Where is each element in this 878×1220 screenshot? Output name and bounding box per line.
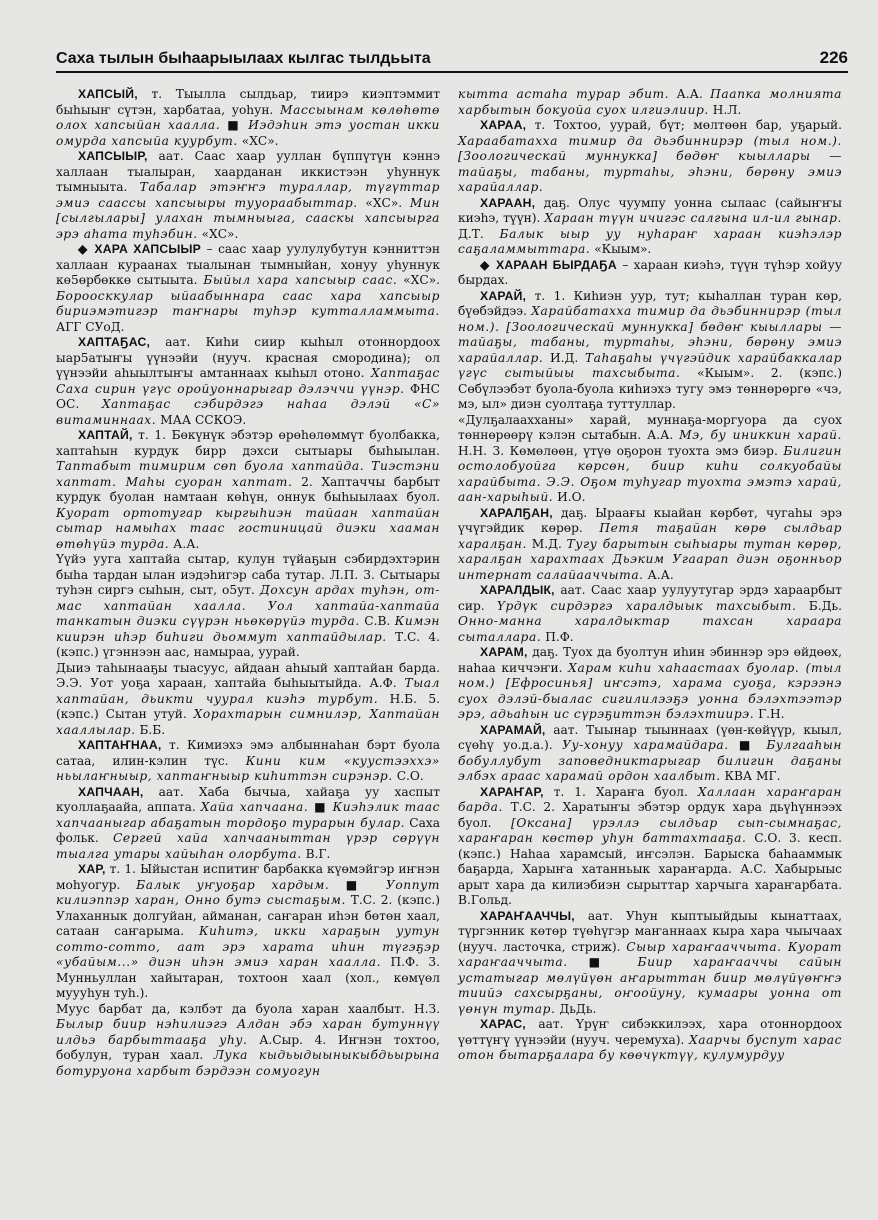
entry-source: ФНС ОС. xyxy=(56,381,441,411)
entry-example: Хорахтарын симнилэр, Хаптайан хааллылар. xyxy=(56,707,440,737)
entry-headword: ХАРАМ, xyxy=(480,645,528,659)
entry-definition: – саас хаар уулулубутун кэнниттэн халлаан кураанах тыалынан тымныйан, хонуу уһуннук кө5өрбөккө сытыыта. xyxy=(56,242,440,287)
dictionary-entry xyxy=(56,335,440,428)
dictionary-entry xyxy=(56,862,440,1002)
dictionary-entry xyxy=(458,583,842,645)
entry-source: И.О. xyxy=(557,490,586,504)
entry-source: Б.Б. xyxy=(139,722,166,737)
entry-source: Т.С. 2. Харатыҥы эбэтэр ордук хара дьүһүннээх буол. xyxy=(458,800,843,830)
entry-source: Н.Л. xyxy=(712,102,742,117)
entry-headword: ХАРАА, xyxy=(480,118,527,132)
entry-example: Харайбатахха тимир да дьэбиннирэр (тыл ном.). [Зоологическай муннукка] бөдөҥ кыыллары — тайаҕы, табаны, туртаһы, эһэни, бөрөну эмиэ харайаллар. xyxy=(458,304,842,365)
entry-source: «ХС». xyxy=(403,273,441,287)
entry-definition: аат. Уһун кыптыыйдыы кынаттаах, түргэнник көтөр түөһүгэр маҥаннаах кыра хара чыычаах (нууч. ласточка, стриж). xyxy=(458,908,842,954)
entry-source: Саха фольк. xyxy=(56,815,441,845)
entry-definition: т. 1. Хараҥа буол. xyxy=(553,784,688,799)
entry-example: Хаптаҕас Саха сирин үгүс оройуоннарыгар дэлэччи үүнэр. xyxy=(56,366,440,396)
entry-example: Бороосккулар ыйаабыннара саас хара хапсыыр бириэмэтигэр таҥнары туһэр кутталламмыта. xyxy=(56,288,440,318)
entry-definition: т. 1. Бөкүнүк эбэтэр өрөһөлөммүт буолбакка, хаптаһын курдук бирр дэхси сытыары быһыылан. xyxy=(56,428,441,458)
right-column xyxy=(458,87,842,1079)
entry-headword: ХАПТАЙ, xyxy=(78,428,133,442)
dictionary-entry xyxy=(458,1017,842,1064)
entry-definition: т. Тыылла сылдьар, тиирэ киэптэммит быһыыҥ сүтэн, харбатаа, уоһун. xyxy=(56,87,440,117)
entry-example: Кини ким «куустээххэ» ньылаҥныыр, хаптаҥныыр киһиттэн сирэнэр. xyxy=(56,753,440,783)
entry-definition: аат. Тыынар тыыннаах (үөн-көйүүр, кыыл, сүөһү уо.д.а.). xyxy=(458,722,843,752)
entry-example: Хаарчы буспут харас отон бытарҕалара бу көөчүктүү, кулумурдуу xyxy=(458,1032,842,1062)
entry-example: Дохсун ардах туһэн, от-мас хаптайан хаалла. Уол хаптайа-хаптайа танкатын диэки сүүрэн ньөкөрүйэ турда. xyxy=(56,583,440,628)
entry-example: Былыр биир нэһилиэгэ Алдан эбэ харан бутуннүү илдьэ барбыттааҕа уһу. xyxy=(56,1017,440,1047)
entry-headword: ХАР, xyxy=(78,862,106,876)
dictionary-entry xyxy=(458,785,842,909)
entry-example: Куорат ортотугар кыргыһиэн тайаан хаптайан сытар намыһах таас гостиницай диэки хааман өтөһүйэ турда. xyxy=(56,505,440,551)
entry-example: кытта астаһа турар эбит. xyxy=(458,87,670,101)
entry-source: Т.С. 4. (кэпс.) үгэннээн аас, намыраа, уурай. xyxy=(56,629,440,659)
entry-example: Таптабыт тимирим сөп буола хаптайда. Тиэстэни хаптат. Маһы суоран хаптат. xyxy=(56,459,440,489)
entry-example: Быйыл хара хапсыыр саас. xyxy=(203,273,398,287)
entry-example: Тыал хаптайан, дьикти чуурал киэһэ турбут. xyxy=(56,676,441,706)
entry-example: Табалар этэҥҥэ тураллар, түгүттар эмиэ саассы хапсыыры тууораабыттар. xyxy=(56,180,440,210)
entry-headword: ХАПТАҤНАА, xyxy=(78,738,162,752)
entry-source: «ХС». xyxy=(241,133,279,148)
dictionary-entry xyxy=(458,645,842,723)
entry-source: В.Г. xyxy=(305,846,331,861)
entry-definition: Үүйэ ууга хаптайа сытар, кулун түйаҕын сэбирдэхтэрин быһа тардан ылан иэдэһигэр саба тутар. Л.П. 3. Сытыары туһэн сиргэ сыһын, сыт, о5ут. xyxy=(56,552,440,597)
entry-example: Сергей хайа хапчааныттан үрэр сөрүүн тыалга утары хайыһан олорбута. xyxy=(56,831,440,861)
left-column xyxy=(56,87,440,1079)
entry-example: Халлаан хараҥаран барда. xyxy=(458,784,843,814)
entry-source: А.А. xyxy=(173,536,200,551)
entry-definition: даҕ. Ыраағы кыайан көрбөт, чугаһы эрэ үчүгэйдик көрөр. xyxy=(458,505,842,535)
entry-example: Кимэн киирэн иһэр биһиги дьоммут хаптайдылар. xyxy=(56,614,441,644)
entry-source: КВА МГ. xyxy=(724,769,781,783)
entry-example: Мин [сылгылары] улахан тымныыга, сааскы хапсыырга эрэ аһата туһэбин. xyxy=(56,195,441,241)
dictionary-entry xyxy=(56,1002,440,1080)
entry-definition: аат. Хаба бычыа, хайаҕа уу хаспыт куоллаҕаайа, аппата. xyxy=(56,784,440,814)
dictionary-entry xyxy=(458,909,842,1018)
running-header xyxy=(56,48,848,73)
entry-source: ДьДь. xyxy=(559,1001,597,1016)
dictionary-entry xyxy=(458,506,842,584)
entry-example: Массыынам көлөһөтө олох хапсыйан хаалла. ■ Иэдэһин этэ уостан икки омурда хапсыйа куурбут. xyxy=(56,102,440,148)
entry-definition: Муус барбат да, кэлбэт да буола харан хаалбыт. Н.З. xyxy=(56,1001,440,1016)
dictionary-entry xyxy=(56,738,440,785)
entry-headword: ХАПЧААН, xyxy=(78,784,144,799)
dictionary-title: Саха тылын быһаарыылаах кылгас тылдьыта xyxy=(56,50,431,67)
entry-source: «Кыым». 2. (кэпс.) Сөбүлээбэт буола-буола киһиэхэ тугу эмэ төннөрөргө «чэ, мэ, ыл» диэн суолтаҕа туттуллар. xyxy=(458,366,842,411)
dictionary-entry xyxy=(458,723,842,785)
entry-source: Т.С. 2. (кэпс.) Улаханнык долгуйан, айманан, саҥаран иһэн бөтөн хаал, сатаан саҥарыма. xyxy=(56,893,441,938)
entry-definition: Дыиэ таһынааҕы тыасуус, айдаан аһыый хаптайан барда. Э.Э. Уот уоҕа хараан, хаптайа быһыытыйда. А.Ф. xyxy=(56,660,440,690)
entry-definition: аат. Киһи сиир кыһыл отоннордоох ыар5атыҥы үүнээйи (нууч. красная смородина); ол үүнээйи аһыылтыҥы амтаннаах кыһыл отоно. xyxy=(56,335,440,380)
dictionary-entry xyxy=(56,661,440,739)
entry-definition: т. Тохтоо, уурай, бүт; мөлтөөн бар, уҕарый. xyxy=(534,118,843,132)
entry-example: Петя таҕайан көрө сылдьар харалҕан. xyxy=(458,521,842,551)
entry-headword: ХАРАМАЙ, xyxy=(480,722,546,737)
entry-source: А.Сыр. 4. Иҥнэн тохтоо, бобулун, туран хаал. xyxy=(56,1032,441,1062)
entry-source: «Кыым». xyxy=(594,242,652,256)
entry-source: П.Ф. 3. Мунньуллан хайытаран, тохтоон хаал (хол., көмүөл муууһун туһ.). xyxy=(56,955,441,1000)
entry-example: Билигин остолобуойга көрсөн, биир киһи солкуобайы харайбыта. Э.Э. Оҕом туһугар туохта эмэтэ харай, аан-харыһый. xyxy=(458,443,843,504)
entry-example: Онно-манна хаpалдыктар тахсан харaара сыталлара. xyxy=(458,614,842,644)
entry-example: Тугу барытын сыһыары тутан көрөр, харалҕан харахтаах Дьэким Угаарап диэн оҕонньор интернат салайааччыта. xyxy=(458,536,843,582)
entry-example: Үрдүк сирдэргэ хаpалдыык тахсыбыт. xyxy=(496,598,797,613)
dictionary-entry xyxy=(458,289,842,413)
entry-headword: ХАРАС, xyxy=(480,1017,526,1031)
entry-definition: аат. Үрүҥ сибэккилээх, хара отоннордоох үөттүҥү үүнээйи (нууч. черемуха). xyxy=(458,1017,842,1047)
entry-headword: ХАРАЙ, xyxy=(480,288,527,303)
entry-definition: т. 1. Ыйыстан испитиҥ барбакка күөмэйгэр иҥнэн моһуогур. xyxy=(56,862,441,892)
entry-headword: ХАРАЛДЫК, xyxy=(480,583,555,597)
entry-source: Н.Н. 3. Көмөлөөн, үтүө оҕорон туохта эмэ биэр. xyxy=(458,443,778,458)
entry-source: И.Д. xyxy=(550,350,579,365)
entry-example: Хараан түүн ичигэс салгына ил-ил гынар. xyxy=(544,211,842,225)
entry-source: М.Д. xyxy=(531,536,562,551)
entry-example: Хараабатахха тимир да дьэбиннирэр (тыл ном.). [Зоологическай муннукка] бөдөҥ кыыллары — тайаҕы, табаны, туртаһы, эһэни, бөрөну эмиэ харайаллар. xyxy=(458,133,842,194)
entry-source: «ХС». xyxy=(201,226,239,241)
dictionary-entry xyxy=(56,552,440,661)
entry-headword: ХАПСЫЫР, xyxy=(78,149,148,163)
entry-example: Хайа хапчаана. ■ Киэһэлик таас хапчааныгар абаҕатын тордоҕо турарын булар. xyxy=(56,800,440,830)
entry-example: Харам киһи хаһаастаах буолар. (тыл ном.) [Ефросинья] иҥсэтэ, харама суоҕа, кэрээнэ суох дэлэй-быалас сигилилээҕэ уонна бэлэхтээтэр эрэ, адьаһын ис сүрэҕиттэн бэлэхтиирэ. xyxy=(458,660,842,721)
entry-source: Б.Дь. xyxy=(808,598,843,613)
entry-example: Балык ыыр уу нуһараҥ хараан киэһэлэр саҕаламмыттара. xyxy=(458,226,842,256)
entry-example: [Оксана] үрэллэ сылдьар сып-сымнаҕас, хараҥаран көстөр уһун баттахтааҕа. xyxy=(458,815,843,845)
dictionary-entry xyxy=(56,785,440,863)
entry-example: Таһаҕаһы үчүгэйдик харайбаккалар үгүс сытыйыы тахсыбыта. xyxy=(458,350,843,380)
entry-example: Мэ, бу иниккин харай. xyxy=(679,428,843,442)
entry-source: С.О. 3. кесп. (кэпс.) Наһаа харамсый, иҥсэлэн. Барыска баһааммык баҕарда, Харыҥа хатанньык хараҥарда. А.С. Хабырыыс арыт хара да килиэбиэн сырыттар харчыга хараҥарбата. В.Гольд. xyxy=(458,831,843,907)
entry-source: П.Ф. xyxy=(545,629,574,644)
entry-source: АГГ СУоД. xyxy=(56,319,125,334)
entry-headword: ◆ ХАРА ХАПСЫЫР xyxy=(78,242,201,256)
entry-source: А.А. xyxy=(647,567,674,582)
dictionary-entry xyxy=(458,118,842,196)
dictionary-entry xyxy=(56,242,440,335)
entry-example: Уу-хонуу харамайдара. ■ Булгааһын бобуллубут заповедниктарыгар билигин даҕаны элбэх араас харамай ордон хаалбыт. xyxy=(458,738,843,783)
entry-source: «ХС». xyxy=(365,195,403,210)
entry-source: МАА ССКОЭ. xyxy=(160,412,247,427)
entry-headword: ХАРАҤААЧЧЫ, xyxy=(480,908,575,923)
entry-headword: ХАПСЫЙ, xyxy=(78,87,138,101)
entry-headword: ХАПТАҔАС, xyxy=(78,335,151,349)
entry-example: Хаптаҕас сэбирдэгэ наһаа дэлэй «С» витаминнаах. xyxy=(56,397,440,427)
entry-definition: аат. Саас хаар ууллан бүппүтүн кэннэ халлаан тыалыран, хаарданан иккистээн уһуннук тымныыта. xyxy=(56,149,440,194)
page-number: 226 xyxy=(819,48,848,67)
entry-source: С.О. xyxy=(396,769,424,783)
entry-example: Паапка молнията харбытын бокуойа суох илгиэлиир. xyxy=(458,87,843,117)
dictionary-entry xyxy=(458,258,842,289)
entry-example: Сыыр хараҥааччыта. Куорат хараҥааччыта. ■ Биир хараҥааччы сайын устатыгар мөлүйүөн аҥарыттан биир мөлүйүөҥҥэ тиийэ сахсырҕаны, оҥоойуну, кумаары уонна от үөнүн тутар. xyxy=(458,939,842,1016)
dictionary-entry xyxy=(458,413,842,506)
dictionary-entry xyxy=(56,87,440,149)
entry-definition: т. Кимиэхэ эмэ албыннаһан бэрт буола сатаа, илин-кэлин түс. xyxy=(56,738,440,768)
entry-definition: даҕ. Туох да буолтун иһин эбиннэр эрэ өйдөөх, наһаа киччэҥи. xyxy=(458,645,842,675)
entry-headword: ХАРАЛҔАН, xyxy=(480,505,553,520)
entry-source: Н.Б. 5. (кэпс.) Сытан утуй. xyxy=(56,691,440,721)
dictionary-entry xyxy=(458,196,842,258)
entry-source: С.В. xyxy=(364,614,391,628)
entry-headword: ◆ ХАРААН БЫРДАҔА xyxy=(480,257,617,272)
entry-source: 2. Хаптаччы барбыт курдук буолан намтаан көһүн, оннук быһыылаах буол. xyxy=(56,474,441,504)
entry-source: Д.Т. xyxy=(458,226,484,241)
entry-definition: – хараан киэһэ, түүн түһэр хойуу бырдах. xyxy=(458,257,843,287)
columns xyxy=(56,87,848,1079)
entry-definition: даҕ. Олус чуумпу уонна сылаас (сайыҥҥы киэһэ, түүн). xyxy=(458,195,842,225)
entry-source: А.А. xyxy=(676,87,703,101)
dictionary-entry xyxy=(56,149,440,242)
entry-headword: ХАРААН, xyxy=(480,195,536,210)
entry-example: Киһитэ, икки хараҕын уутун сотто-сотто, аат эрэ харата иһин түгэҕэр «убайым...» диэн иһэн эмиэ харан хаалла. xyxy=(56,924,441,969)
dictionary-entry xyxy=(56,428,440,552)
entry-definition: аат. Саас хаар уулуутугар эрдэ хараарбыт сир. xyxy=(458,583,843,613)
entry-definition: «Дулҕалаахханы» харай, муннаҕа-моргуора да суох төннөрөөрү кэлэн сытабын. А.А. xyxy=(458,412,842,442)
entry-headword: ХАРАҤАР, xyxy=(480,784,544,799)
entry-example: Балык уҥуоҕар хардым. ■ Уоппут килиэппэр харан, Онно бутэ сыстаҕым. xyxy=(56,877,441,907)
entry-definition: т. 1. Киһиэн уур, тут; кыһаллан туран көр, бүөбэйдээ. xyxy=(458,288,842,318)
entry-example: Лука кыдьыдыыныкыбдьырына ботуруона харбыт бэрдээн сомуогун xyxy=(56,1048,441,1078)
entry-source: Г.Н. xyxy=(758,707,785,721)
dictionary-entry xyxy=(458,87,842,118)
